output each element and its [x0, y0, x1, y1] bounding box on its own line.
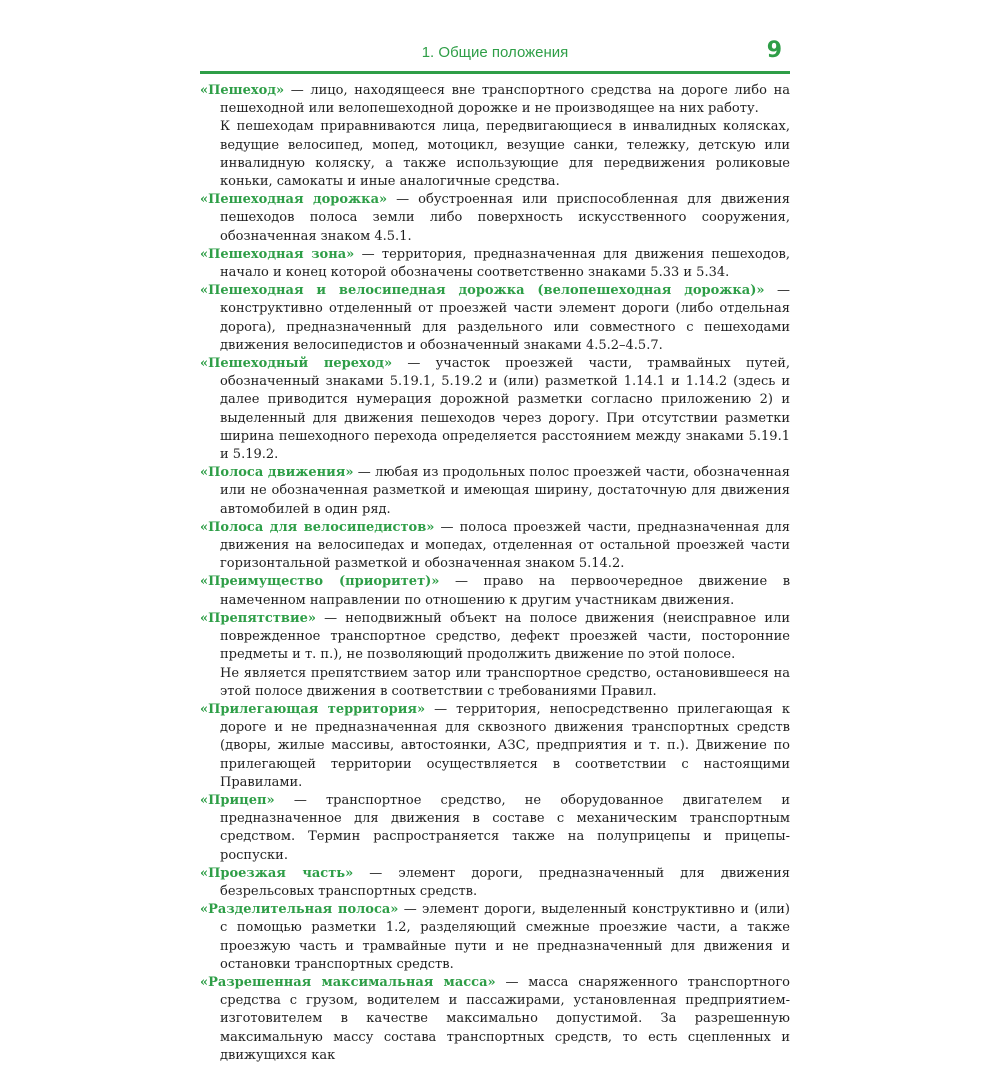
glossary-content: [200, 82, 790, 1065]
page-number: 9: [766, 38, 782, 63]
definition: — неподвижный объект на полосе движения (неисправное или поврежденное транспортное средство, дефект проезжей части, посторонние предметы и т. п.), не позволяющий продолжить движение по этой полосе.: [220, 610, 790, 663]
term: «Прицеп»: [200, 792, 275, 808]
term: «Препятствие»: [200, 610, 316, 626]
term: «Преимущество (приоритет)»: [200, 574, 440, 590]
term: «Пешеходная зона»: [200, 246, 355, 262]
definition: — территория, предназначенная для движения пешеходов, начало и конец которой обозначены соответственно знаками 5.33 и 5.34.: [220, 246, 790, 281]
section-title: 1. Общие положения: [421, 44, 569, 61]
glossary-entry: [200, 610, 790, 665]
definition: — транспортное средство, не оборудованное двигателем и предназначенное для движения в составе с механическим транспортным средством. Термин распространяется также на полуприцепы и прицепы-роспуски.: [220, 792, 790, 863]
definition: — элемент дороги, выделенный конструктивно и (или) с помощью разметки 1.2, разделяющий смежные проезжие части, а также проезжую часть и трамвайные пути и не предназначенный для движения и остановки транспортных средств.: [220, 902, 791, 972]
term: «Пешеходный переход»: [200, 356, 393, 372]
definition: — любая из продольных полос проезжей части, обозначенная или не обозначенная разметкой и имеющая ширину, достаточную для движения автомобилей в один ряд.: [220, 465, 790, 517]
term: «Прилегающая территория»: [200, 701, 426, 717]
glossary-entry: [200, 82, 790, 118]
definition: — территория, непосредственно прилегающая к дороге и не предназначенная для сквозного движения транспортных средств (дворы, жилые массивы, автостоянки, АЗС, предприятия и т. п.). Движение по прилегающей территории осуществляется в соответствии с настоящими Правилами.: [220, 701, 790, 790]
glossary-entry: [200, 974, 790, 1065]
term: «Пешеходная дорожка»: [200, 192, 388, 208]
definition: — конструктивно отделенный от проезжей части элемент дороги (либо отдельная дорога), предназначенный для раздельного или совместного с пешеходами движения велосипедистов и обозначенный знаками 4.5.2–4.5.7.: [220, 283, 790, 353]
glossary-entry: [200, 701, 790, 792]
entry-note: Не является препятствием затор или транспортное средство, остановившееся на этой полосе движения в соответствии с требованиями Правил.: [220, 665, 790, 699]
definition: — лицо, находящееся вне транспортного средства на дороге либо на пешеходной или велопешеходной дорожке и не производящее на них работу.: [220, 83, 790, 117]
glossary-entry: [200, 282, 790, 355]
term: «Разделительная полоса»: [200, 902, 399, 918]
glossary-entry: [200, 573, 790, 609]
header-rule: [200, 71, 790, 74]
page-header: [200, 36, 790, 72]
glossary-entry: [200, 355, 790, 464]
term: «Разрешенная максимальная масса»: [200, 974, 496, 990]
term: «Проезжая часть»: [200, 865, 354, 881]
glossary-entry: [200, 191, 790, 246]
term: «Пешеход»: [200, 83, 285, 98]
term: «Пешеходная и велосипедная дорожка (велопешеходная дорожка)»: [200, 283, 765, 299]
glossary-entry: [200, 464, 790, 519]
definition: — участок проезжей части, трамвайных путей, обозначенный знаками 5.19.1, 5.19.2 и (или) разметкой 1.14.1 и 1.14.2 (здесь и далее приводится нумерация дорожной разметки согласно приложению 2) и выделенный для движения пешеходов через дорогу. При отсутствии разметки ширина пешеходного перехода определяется расстоянием между знаками 5.19.1 и 5.19.2.: [220, 356, 790, 463]
glossary-entry: [200, 519, 790, 574]
term: «Полоса движения»: [200, 465, 354, 481]
term: «Полоса для велосипедистов»: [200, 519, 435, 535]
glossary-entry: [200, 792, 790, 865]
glossary-entry: [200, 865, 790, 901]
glossary-entry: [200, 246, 790, 282]
entry-note: К пешеходам приравниваются лица, передвигающиеся в инвалидных колясках, ведущие велосипед, мопед, мотоцикл, везущие санки, тележку, детскую или инвалидную коляску, а также использующие для передвижения роликовые коньки, самокаты и иные аналогичные средства.: [220, 119, 790, 190]
definition: — обустроенная или приспособленная для движения пешеходов полоса земли либо поверхность искусственного сооружения, обозначенная знаком 4.5.1.: [220, 192, 790, 244]
definition: — масса снаряженного транспортного средства с грузом, водителем и пассажирами, установленная предприятием-изготовителем в качестве максимально допустимой. За разрешенную максимальную массу состава транспортных средств, то есть сцепленных и движущихся как: [220, 974, 790, 1063]
glossary-entry: [200, 901, 790, 974]
definition: — полоса проезжей части, предназначенная для движения на велосипедах и мопедах, отделенная от остальной проезжей части горизонтальной разметкой и обозначенная знаком 5.14.2.: [220, 519, 790, 572]
definition: — элемент дороги, предназначенный для движения безрельсовых транспортных средств.: [220, 865, 790, 899]
definition: — право на первоочередное движение в намеченном направлении по отношению к другим участникам движения.: [220, 574, 791, 608]
